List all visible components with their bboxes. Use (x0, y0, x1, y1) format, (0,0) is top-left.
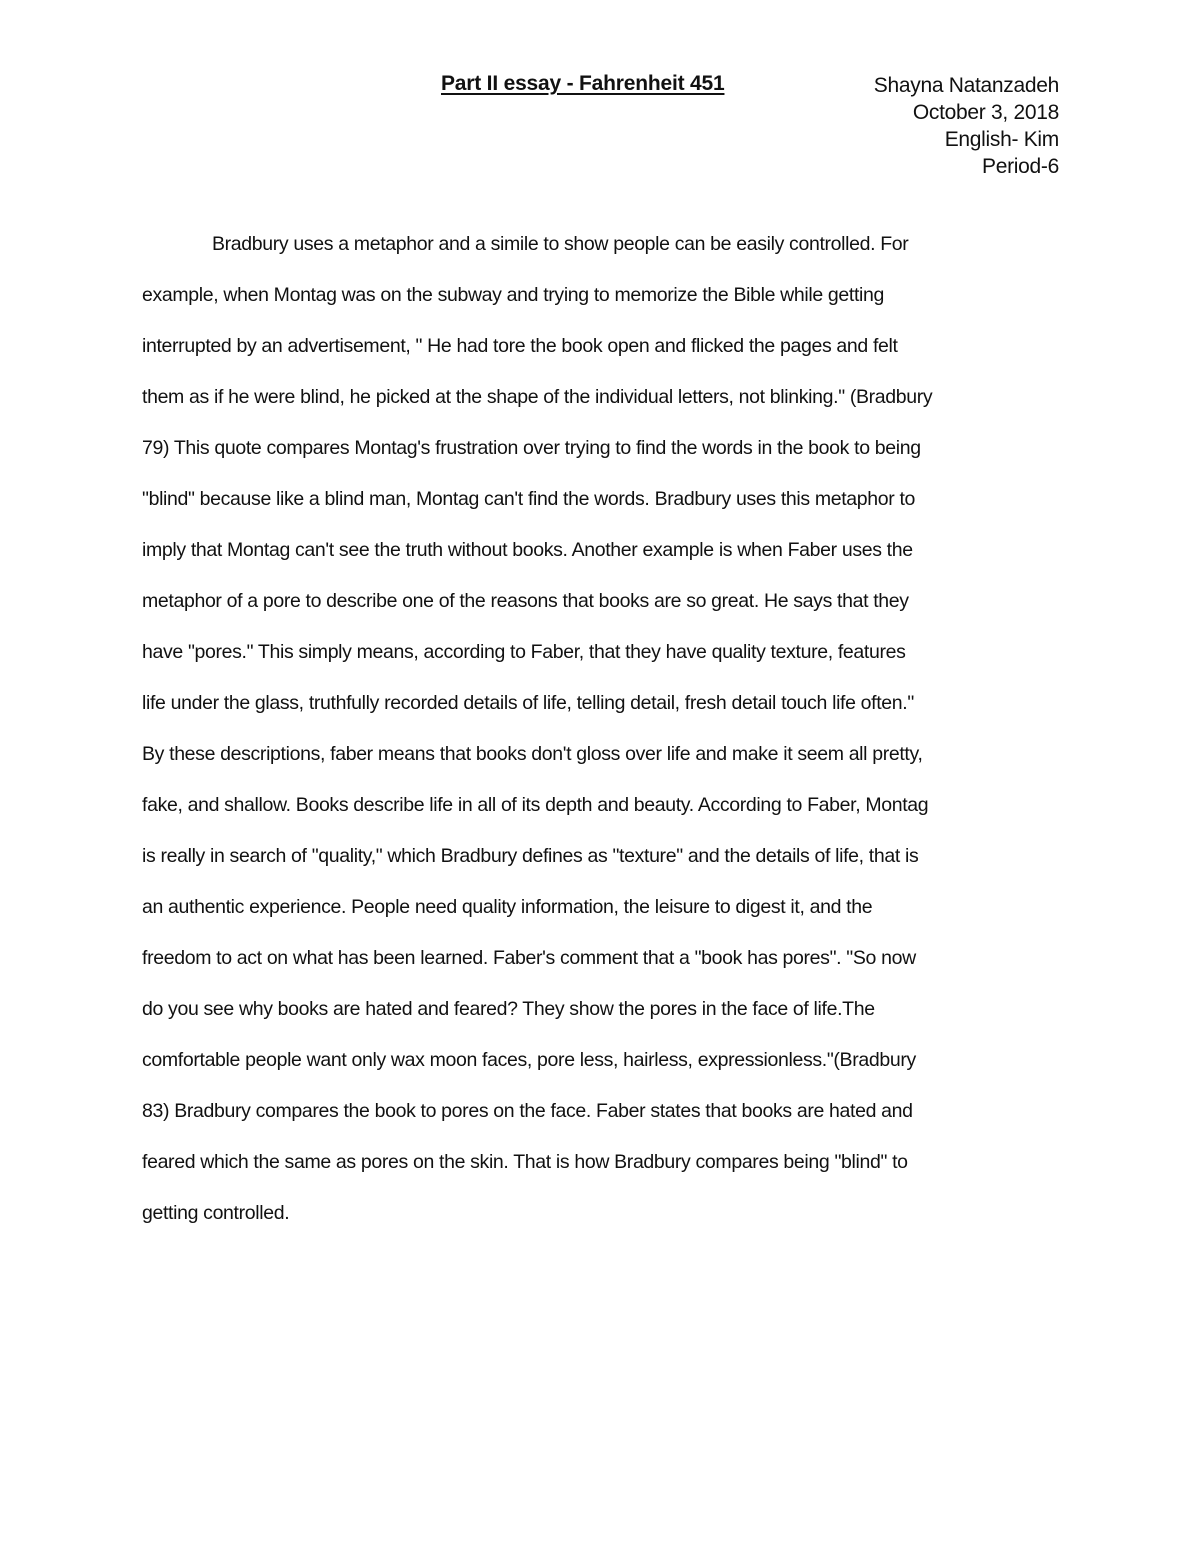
essay-line: an authentic experience. People need quality information, the leisure to digest it, and the (142, 896, 873, 918)
essay-line: life under the glass, truthfully recorded details of life, telling detail, fresh detail touch life often." (142, 692, 914, 714)
essay-line: imply that Montag can't see the truth without books. Another example is when Faber uses the (142, 539, 913, 561)
essay-body (142, 230, 1060, 1250)
essay-line: have "pores." This simply means, according to Faber, that they have quality texture, features (142, 641, 906, 663)
essay-line: feared which the same as pores on the skin. That is how Bradbury compares being "blind" to (142, 1151, 908, 1173)
essay-line: Bradbury uses a metaphor and a simile to show people can be easily controlled. For (212, 233, 909, 255)
essay-line: 83) Bradbury compares the book to pores on the face. Faber states that books are hated and (142, 1100, 913, 1122)
essay-date: October 3, 2018 (912, 101, 1059, 124)
essay-line: freedom to act on what has been learned. Faber's comment that a "book has pores". "So now (142, 947, 916, 969)
essay-line: comfortable people want only wax moon faces, pore less, hairless, expressionless."(Bradbury (142, 1049, 916, 1071)
essay-line: By these descriptions, faber means that books don't gloss over life and make it seem all pretty, (142, 743, 923, 765)
class-period: Period-6 (982, 155, 1059, 178)
essay-line: 79) This quote compares Montag's frustration over trying to find the words in the book to being (142, 437, 921, 459)
essay-line: metaphor of a pore to describe one of the reasons that books are so great. He says that they (142, 590, 909, 612)
essay-line: "blind" because like a blind man, Montag can't find the words. Bradbury uses this metaphor to (142, 488, 916, 510)
essay-line: example, when Montag was on the subway and trying to memorize the Bible while getting (142, 284, 885, 306)
student-header (874, 72, 1059, 180)
author-name: Shayna Natanzadeh (873, 74, 1059, 97)
essay-title: Part II essay - Fahrenheit 451 (441, 72, 725, 95)
essay-line: them as if he were blind, he picked at the shape of the individual letters, not blinking." (Bradbury (142, 386, 933, 408)
essay-line: getting controlled. (142, 1202, 290, 1224)
essay-line: fake, and shallow. Books describe life in all of its depth and beauty. According to Faber, Montag (142, 794, 929, 816)
course-name: English- Kim (944, 128, 1059, 151)
essay-line: interrupted by an advertisement, " He had tore the book open and flicked the pages and felt (142, 335, 898, 357)
essay-line: is really in search of "quality," which Bradbury defines as "texture" and the details of life, that is (142, 845, 919, 867)
essay-line: do you see why books are hated and feared? They show the pores in the face of life.The (142, 998, 875, 1020)
